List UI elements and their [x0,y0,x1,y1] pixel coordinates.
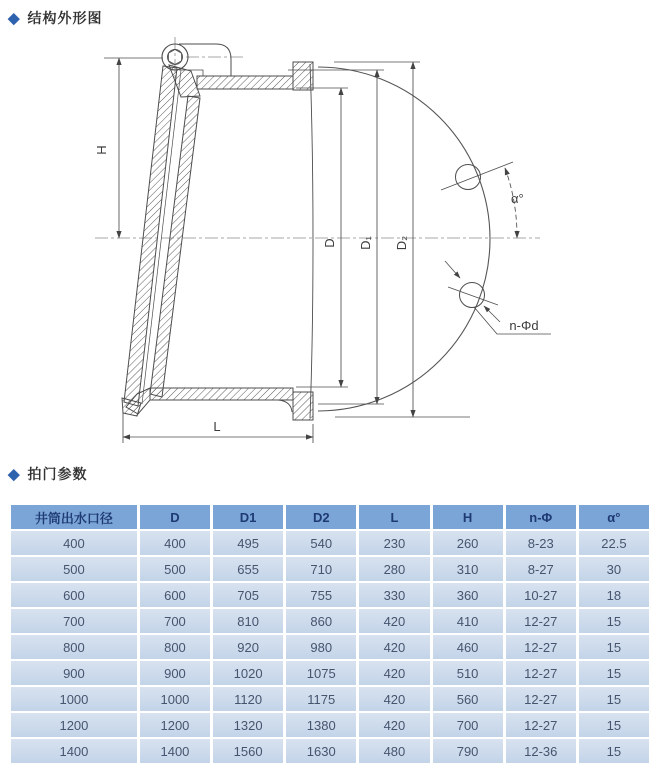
table-cell: 500 [140,557,210,581]
table-cell: 15 [579,687,649,711]
table-cell: 260 [433,531,503,555]
table-cell: 22.5 [579,531,649,555]
flange-fillet [278,400,292,412]
table-cell: 480 [359,739,429,763]
flap-valve-param-table [8,503,652,765]
bolt-holes [456,165,485,308]
column-header-D: D [140,505,210,529]
table-cell: 12-27 [506,609,576,633]
table-cell: 500 [11,557,137,581]
table-cell: 420 [359,713,429,737]
column-header-α°: α° [579,505,649,529]
table-cell: 860 [286,609,356,633]
table-cell: 1630 [286,739,356,763]
dim-label-L: L [213,419,221,434]
column-header-n-Φ: n-Φ [506,505,576,529]
table-cell: 980 [286,635,356,659]
table-cell: 310 [433,557,503,581]
dim-label-D2: D₂ [394,235,409,251]
table-cell: 790 [433,739,503,763]
table-cell: 1200 [11,713,137,737]
column-header-D2: D2 [286,505,356,529]
table-cell: 900 [11,661,137,685]
table-cell: 12-27 [506,687,576,711]
table-cell: 705 [213,583,283,607]
diamond-bullet-icon: ◆ [8,9,21,27]
table-cell: 800 [11,635,137,659]
table-row [11,687,649,711]
table-cell: 1000 [140,687,210,711]
section-title-params [8,464,88,484]
table-row [11,583,649,607]
dim-label-D1: D₁ [358,236,373,250]
table-cell: 560 [433,687,503,711]
table-cell: 280 [359,557,429,581]
param-table-head-row [11,505,649,529]
table-cell: 810 [213,609,283,633]
table-cell: 30 [579,557,649,581]
table-cell: 360 [433,583,503,607]
table-cell: 12-27 [506,661,576,685]
table-cell: 1400 [11,739,137,763]
table-cell: 230 [359,531,429,555]
table-row [11,531,649,555]
bolt-callout-lines [441,162,551,334]
table-cell: 540 [286,531,356,555]
table-cell: 460 [433,635,503,659]
table-cell: 10-27 [506,583,576,607]
table-cell: 755 [286,583,356,607]
table-cell: 1200 [140,713,210,737]
dim-label-D: D [322,238,337,248]
table-cell: 15 [579,661,649,685]
table-cell: 900 [140,661,210,685]
table-cell: 710 [286,557,356,581]
column-header-outlet-diameter: 井筒出水口径 [11,505,137,529]
params-title-text: 拍门参数 [27,466,88,482]
table-row [11,713,649,737]
table-cell: 15 [579,739,649,763]
diamond-bullet-icon: ◆ [8,465,21,483]
table-cell: 12-27 [506,635,576,659]
column-header-L: L [359,505,429,529]
table-cell: 700 [433,713,503,737]
table-cell: 8-23 [506,531,576,555]
table-cell: 800 [140,635,210,659]
table-cell: 330 [359,583,429,607]
table-cell: 15 [579,713,649,737]
table-cell: 1120 [213,687,283,711]
bolt-hole-upper [456,165,481,190]
table-cell: 1380 [286,713,356,737]
table-cell: 700 [11,609,137,633]
table-cell: 600 [11,583,137,607]
table-cell: 1075 [286,661,356,685]
table-cell: 420 [359,635,429,659]
table-cell: 400 [140,531,210,555]
table-cell: 510 [433,661,503,685]
table-cell: 700 [140,609,210,633]
column-header-H: H [433,505,503,529]
table-cell: 600 [140,583,210,607]
table-cell: 15 [579,609,649,633]
table-cell: 1020 [213,661,283,685]
table-cell: 420 [359,609,429,633]
column-header-D1: D1 [213,505,283,529]
dim-label-bolt: n-Φd [509,318,539,333]
table-cell: 12-36 [506,739,576,763]
table-cell: 400 [11,531,137,555]
table-cell: 18 [579,583,649,607]
table-cell: 495 [213,531,283,555]
table-cell: 420 [359,661,429,685]
table-cell: 12-27 [506,713,576,737]
param-table-body [11,531,649,763]
table-row [11,635,649,659]
table-cell: 8-27 [506,557,576,581]
table-cell: 920 [213,635,283,659]
table-cell: 1320 [213,713,283,737]
table-row [11,661,649,685]
dim-label-alpha: α° [511,191,524,206]
table-cell: 655 [213,557,283,581]
table-row [11,739,649,763]
table-row [11,609,649,633]
table-cell: 1000 [11,687,137,711]
table-row [11,557,649,581]
table-cell: 15 [579,635,649,659]
table-cell: 1400 [140,739,210,763]
structure-title-text: 结构外形图 [27,10,103,26]
table-cell: 1560 [213,739,283,763]
flange-face-line [310,64,313,418]
dim-label-H: H [94,145,109,155]
table-cell: 410 [433,609,503,633]
table-cell: 420 [359,687,429,711]
table-cell: 1175 [286,687,356,711]
